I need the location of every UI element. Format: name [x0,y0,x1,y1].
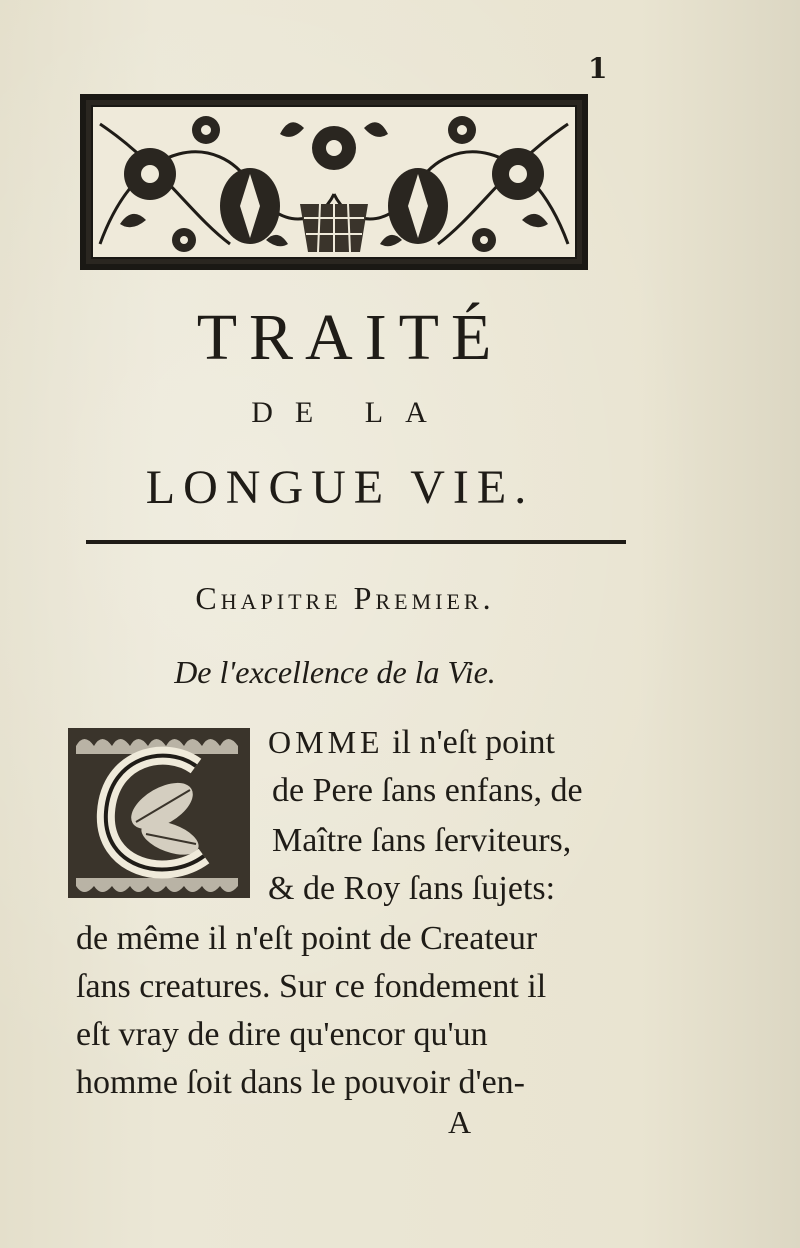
text-line-4: & de Roy ſans ſujets: [268,870,556,907]
first-word: OMME [268,724,384,760]
signature-mark: A [448,1104,472,1140]
title-subtitle: LONGUE VIE. [145,461,535,514]
chapter-heading: Chapitre Premier. [195,580,495,616]
title-connector: DE LA [251,396,449,429]
text-line-6: ſans creatures. Sur ce fondement il [76,968,547,1005]
text-line-8: homme ſoit dans le pouvoir d'en- [76,1064,525,1101]
text-line-7: eſt vray de dire qu'encor qu'un [76,1016,488,1053]
section-title: De l'excellence de la Vie. [174,654,496,690]
text-line-1 [268,724,555,762]
text-line-3: Maître ſans ſerviteurs, [272,822,572,859]
text-line-1-rest: il n'eſt point [392,724,555,761]
horizontal-rule [86,540,626,544]
page-number: 1 [588,52,608,85]
ornamental-drop-cap-c-icon [66,726,252,900]
text-line-5: de même il n'eſt point de Createur [76,920,538,957]
floral-basket-ornament-icon [80,94,588,270]
title-main: TRAITÉ [196,301,504,374]
text-line-2: de Pere ſans enfans, de [272,772,583,809]
